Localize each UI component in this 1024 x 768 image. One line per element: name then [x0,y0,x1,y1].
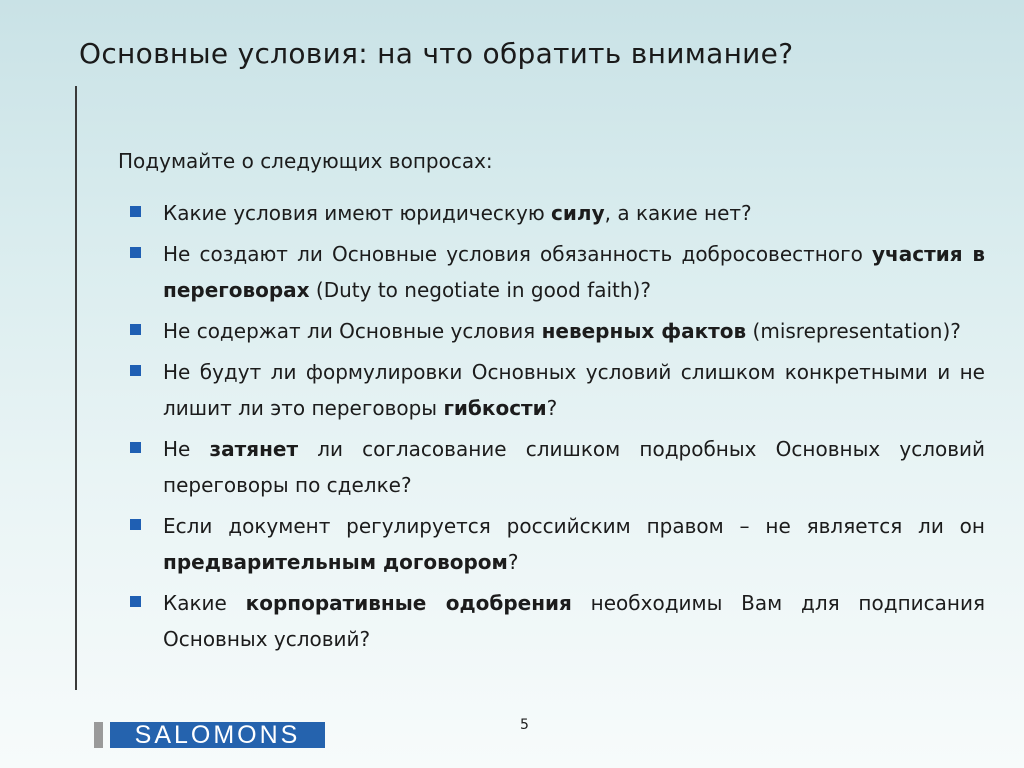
logo-wordmark: SALOMONS [110,722,325,748]
bullet-text-part: Не [163,437,210,461]
salomons-logo [94,722,325,748]
logo-gray-bar [94,722,103,748]
square-bullet-icon [130,365,141,376]
bullet-emphasis: неверных фактов [541,319,747,343]
bullet-text [163,508,985,580]
bullet-text-part: Если документ регулируется российским правом – не является ли он [163,514,985,538]
bullet-text-part: ? [546,396,558,420]
bullet-item [130,585,985,657]
bullet-text-part: Не создают ли Основные условия обязанность добросовестного [163,242,873,266]
page-number: 5 [520,717,529,733]
bullet-text-part: необходимы Вам для подписания Основных условий? [163,591,985,651]
square-bullet-icon [130,324,141,335]
bullet-text [163,236,985,308]
bullet-text-part: Какие условия имеют юридическую [163,201,552,225]
bullet-text-part: , а какие нет? [604,201,752,225]
bullet-item [130,431,985,503]
bullet-emphasis: затянет [209,437,299,461]
bullet-text-part: Не будут ли формулировки Основных условий слишком конкретными и не лишит ли это переговоры [163,360,985,420]
bullet-item [130,313,985,349]
bullet-text-part: Какие [163,591,246,615]
vertical-divider [75,86,77,690]
bullet-text-part: (Duty to negotiate in good faith)? [309,278,651,302]
bullet-item [130,195,985,231]
bullet-text [163,585,985,657]
square-bullet-icon [130,596,141,607]
bullet-text-part: Не содержат ли Основные условия [163,319,542,343]
bullet-item [130,508,985,580]
square-bullet-icon [130,247,141,258]
bullet-list [130,195,985,662]
bullet-emphasis: силу [551,201,605,225]
bullet-emphasis: предварительным договором [163,550,508,574]
bullet-emphasis: корпоративные одобрения [245,591,572,615]
bullet-text [163,313,985,349]
bullet-text-part: ли согласование слишком подробных Основных условий переговоры по сделке? [163,437,985,497]
bullet-emphasis: участия в переговорах [163,242,985,302]
bullet-text [163,431,985,503]
bullet-emphasis: гибкости [443,396,547,420]
bullet-item [130,236,985,308]
bullet-text [163,195,985,231]
bullet-item [130,354,985,426]
bullet-text-part: ? [507,550,519,574]
bullet-text-part: (misrepresentation)? [746,319,961,343]
slide-title: Основные условия: на что обратить внимание? [79,37,794,70]
square-bullet-icon [130,519,141,530]
square-bullet-icon [130,206,141,217]
intro-text: Подумайте о следующих вопросах: [118,149,493,173]
square-bullet-icon [130,442,141,453]
bullet-text [163,354,985,426]
